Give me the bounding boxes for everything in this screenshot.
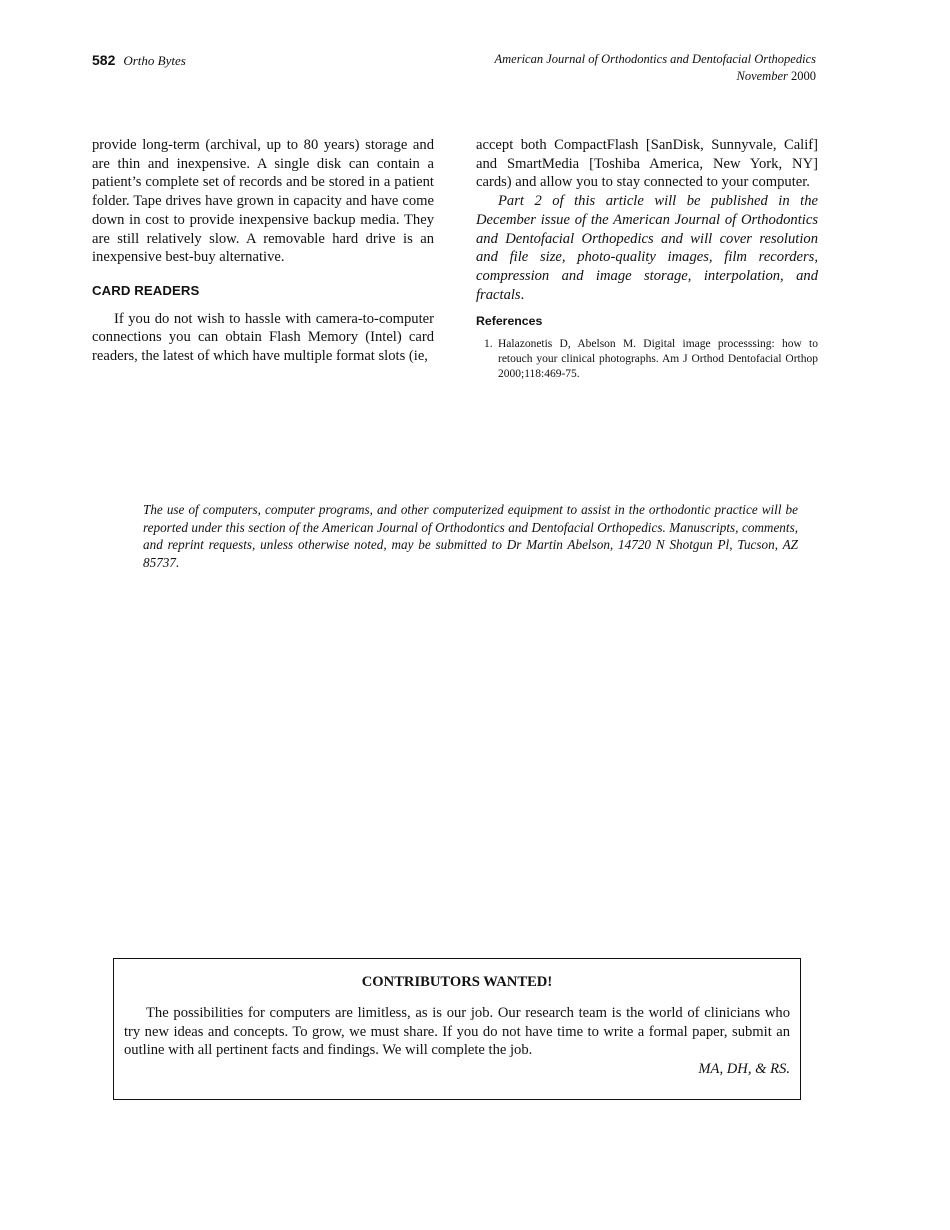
part-2-note xyxy=(476,192,818,304)
body-paragraph: accept both CompactFlash [SanDisk, Sunnyvale, Calif] and SmartMedia [Toshiba America, New York, NY] cards) and allow you to stay connected to your computer. xyxy=(476,137,818,191)
box-title: CONTRIBUTORS WANTED! xyxy=(361,974,553,990)
journal-name: American Journal of Orthodontics and Dentofacial Orthopedics xyxy=(494,52,816,66)
issue-year: 2000 xyxy=(791,69,816,83)
issue-month: November xyxy=(736,69,788,83)
reference-item xyxy=(476,337,818,382)
section-notice: The use of computers, computer programs, and other computerized equipment to assist in the orthodontic practice will be reported under this section of the American Journal of Orthodontics and Dentofacial Orthopedics. Manuscripts, comments, and reprint requests, unless otherwise noted, may be submitted to Dr Martin Abelson, 14720 N Shotgun Pl, Tucson, AZ 85737. xyxy=(143,502,798,570)
box-body: The possibilities for computers are limitless, as is our job. Our research team is the world of clinicians who try new ideas and concepts. To grow, we must share. If you do not have time to write a formal paper, submit an outline with all pertinent facts and findings. We will complete the job. xyxy=(124,1005,790,1059)
issue-date xyxy=(495,68,817,85)
reference-text: Halazonetis D, Abelson M. Digital image processsing: how to retouch your clinical photographs. Am J Orthod Dentofacial Orthop 2000;118:469-75. xyxy=(498,338,818,381)
right-column xyxy=(476,136,818,382)
page-number: 582 xyxy=(92,52,116,68)
reference-number: 1. xyxy=(484,338,493,351)
body-paragraph: If you do not wish to hassle with camera-to-computer connections you can obtain Flash Memory (Intel) card readers, the latest of which have multiple format slots (ie, xyxy=(92,310,434,365)
references-heading: References xyxy=(476,314,543,329)
body-paragraph: provide long-term (archival, up to 80 years) storage and are thin and inexpensive. A single disk can contain a patient’s complete set of records and be stored in a patient folder. Tape drives have grown in capacity and have come down in cost to provide inexpensive backup media. They are still relatively slow. A removable hard drive is an inexpensive best-buy alternative. xyxy=(92,137,434,266)
part-2-note-end: . xyxy=(520,286,525,303)
left-column xyxy=(92,136,434,366)
contributors-wanted-box xyxy=(113,958,801,1100)
section-title: Ortho Bytes xyxy=(123,53,186,68)
section-heading: CARD READERS xyxy=(92,282,200,298)
references-list xyxy=(476,337,818,382)
part-2-note-text: Part 2 of this article will be published in the December issue of the American Journal of Orthodontics and Dentofacial Orthopedics and will cover resolution and file size, photo-quality images, film recorders, compression and image storage, interpolation, and fractals xyxy=(476,193,818,303)
running-header-right xyxy=(495,51,817,85)
box-signature: MA, DH, & RS. xyxy=(698,1061,790,1078)
running-header-left xyxy=(92,51,186,70)
